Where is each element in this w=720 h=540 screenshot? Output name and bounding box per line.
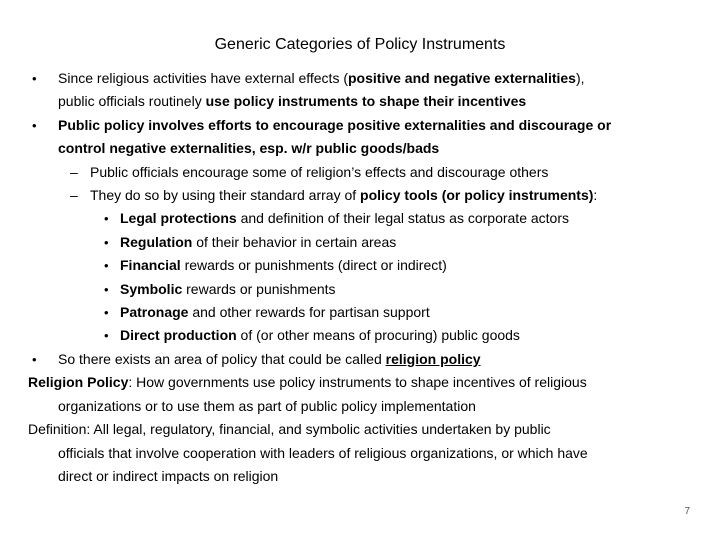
text: public officials routinely [58,93,206,110]
bullet-marker: • [104,258,109,274]
text: rewards or punishments (direct or indirect) [180,257,447,274]
religion-policy-paragraph [28,371,700,394]
bullet-religion-policy [28,348,700,371]
sub-bullet-financial [28,254,700,277]
text-bold: policy tools (or policy instruments) [360,187,594,204]
sub-bullet-patronage [28,301,700,324]
text-bold: Public policy involves efforts to encourage positive externalities and discourage or [58,116,612,133]
dash-item-encourage [28,161,700,184]
text: Since religious activities have external effects ( [58,70,348,86]
bullet-marker: • [32,117,37,133]
text: ), [575,70,585,86]
slide-body [28,67,700,488]
bullet-marker: • [104,328,109,344]
definition-paragraph-cont [28,465,700,488]
bullet-marker: • [32,71,37,86]
bullet-marker: • [104,281,109,297]
text: and definition of their legal status as corporate actors [236,210,569,227]
text: organizations or to use them as part of public policy implementation [58,397,476,414]
dash-marker: – [70,163,78,180]
text-bold: Religion Policy [28,374,129,391]
text-bold: Financial [120,257,181,274]
bullet-marker: • [104,305,109,321]
text: direct or indirect impacts on religion [58,467,279,484]
text-bold: positive and negative externalities [348,70,576,86]
bullet-externalities-cont [28,90,700,113]
bullet-public-policy-cont [28,137,700,160]
text-bold: Patronage [120,304,189,321]
text: So there exists an area of policy that could be called [58,350,386,367]
text-bold: Direct production [120,327,237,344]
text: Definition: All legal, regulatory, financial, and symbolic activities undertaken by public [28,421,551,438]
bullet-externalities [28,67,700,90]
bullet-public-policy [28,114,700,137]
text: rewards or punishments [182,280,336,297]
text: Public officials encourage some of religion’s effects and discourage others [90,163,549,180]
definition-paragraph-cont [28,442,700,465]
text: of their behavior in certain areas [192,233,397,250]
text-bold: control negative externalities, esp. w/r public goods/bads [58,140,440,157]
definition-paragraph [28,418,700,441]
text-bold: use policy instruments to shape their incentives [205,93,527,110]
text: officials that involve cooperation with leaders of religious organizations, or which have [58,444,588,461]
text: : [593,187,598,204]
dash-item-policy-tools [28,184,700,207]
sub-bullet-legal [28,207,700,230]
text: They do so by using their standard array of [90,187,361,204]
bullet-marker: • [32,351,37,367]
text-bold: Legal protections [120,210,237,227]
text: and other rewards for partisan support [188,304,430,321]
text: : How governments use policy instruments to shape incentives of religious [128,374,587,391]
text-bold-underlined: religion policy [385,350,481,367]
dash-marker: – [70,187,78,204]
slide-title: Generic Categories of Policy Instruments [214,36,506,53]
sub-bullet-direct-production [28,324,700,347]
religion-policy-paragraph-cont [28,395,700,418]
sub-bullet-regulation [28,231,700,254]
text-bold: Regulation [120,233,193,250]
text-bold: Symbolic [120,280,183,297]
bullet-marker: • [104,234,109,250]
bullet-marker: • [104,211,109,227]
text: of (or other means of procuring) public goods [236,327,520,344]
sub-bullet-symbolic [28,278,700,301]
page-number: 7 [684,506,690,517]
